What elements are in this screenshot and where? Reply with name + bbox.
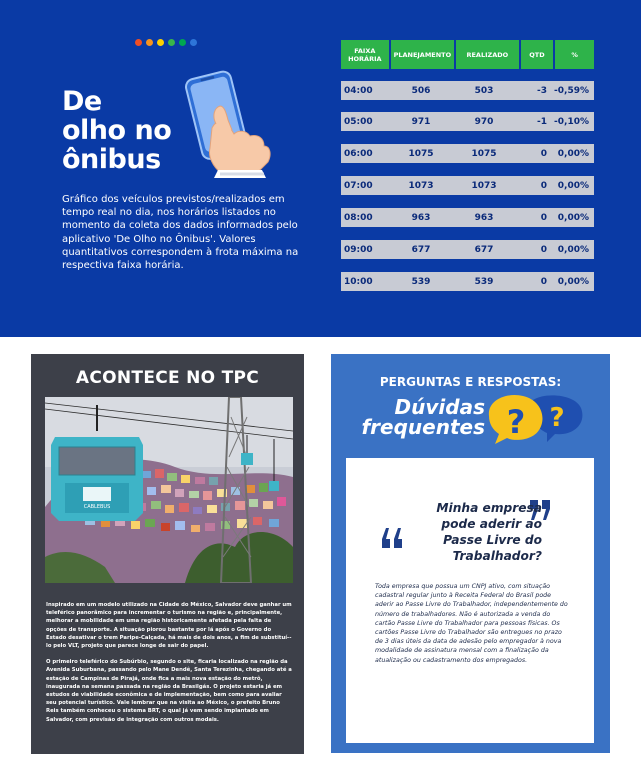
- cell-qtd: 0: [540, 212, 547, 223]
- cell-pct: -0,10%: [554, 116, 589, 127]
- cell-realizado: 503: [474, 85, 494, 96]
- question-line: Passe Livre do: [443, 533, 542, 547]
- bus-fleet-table: [341, 40, 594, 287]
- cell-hora: 10:00: [344, 276, 373, 287]
- cell-hora: 04:00: [344, 85, 373, 96]
- question-line: Minha empresa: [436, 501, 542, 515]
- cell-hora: 06:00: [344, 148, 373, 159]
- table-row: [341, 272, 594, 291]
- hero-title-line: olho no: [62, 115, 172, 146]
- hero-title-line: De: [62, 86, 102, 117]
- cable-car-photo: [45, 397, 293, 583]
- cell-planejamento: 963: [411, 212, 431, 223]
- gondola-sign: CABLEBUS: [83, 504, 111, 510]
- duvidas-line: Dúvidas: [394, 395, 485, 419]
- header-faixa-horaria: FAIXA HORÁRIA: [341, 40, 389, 69]
- dot-icon: [146, 39, 153, 46]
- cell-planejamento: 506: [411, 85, 431, 96]
- faq-answer-box: [346, 458, 594, 743]
- cell-planejamento: 677: [411, 244, 431, 255]
- header-planejamento: PLANEJAMENTO: [391, 40, 454, 69]
- quote-open-icon: [380, 528, 404, 548]
- cell-qtd: 0: [540, 276, 547, 287]
- dot-icon: [168, 39, 175, 46]
- tpc-article: [46, 601, 292, 732]
- dot-icon: [190, 39, 197, 46]
- cell-qtd: 0: [540, 244, 547, 255]
- card-title: ACONTECE NO TPC: [75, 368, 260, 388]
- cell-hora: 05:00: [344, 116, 373, 127]
- acontece-no-tpc-card: [31, 354, 304, 754]
- table-row: [341, 176, 594, 195]
- cell-pct: 0,00%: [557, 276, 589, 287]
- table-row: [341, 240, 594, 259]
- cell-pct: 0,00%: [557, 244, 589, 255]
- cell-planejamento: 971: [411, 116, 431, 127]
- faq-question: [414, 500, 542, 564]
- cell-pct: -0,59%: [554, 85, 589, 96]
- faq-card: [331, 354, 610, 753]
- dot-icon: [179, 39, 186, 46]
- svg-text:?: ?: [549, 403, 565, 433]
- cell-hora: 08:00: [344, 212, 373, 223]
- hero-title-line: ônibus: [62, 144, 161, 175]
- question-line: pode aderir ao: [441, 517, 542, 531]
- cell-realizado: 963: [474, 212, 494, 223]
- table-row: [341, 144, 594, 163]
- duvidas-line: frequentes: [361, 415, 485, 439]
- dot-icon: [157, 39, 164, 46]
- cell-realizado: 1075: [471, 148, 497, 159]
- cell-qtd: -1: [537, 116, 547, 127]
- cell-planejamento: 1075: [408, 148, 434, 159]
- hero-title: [62, 87, 171, 174]
- color-dots: [135, 39, 197, 46]
- table-row: [341, 81, 594, 100]
- cell-pct: 0,00%: [557, 148, 589, 159]
- hand-holding-phone-icon: [172, 66, 280, 178]
- cell-pct: 0,00%: [557, 212, 589, 223]
- cell-planejamento: 539: [411, 276, 431, 287]
- header-percent: %: [555, 40, 594, 69]
- article-paragraph: O primeiro teleférico do Subúrbio, segundo o site, ficaria localizado na região da Avenida Suburbana, passando pelo Mane Dendê, Santa Terezinha, chegando até a estação de Campinas de Pirajá, onde fica a mais nova estação do metrô, inaugurada na semana passada na região da Brasilgás. O projeto estaria já em estudos de viabilidade econômica e de implementação, bem como para avaliar seu potencial turístico. Vale lembrar que na visita ao México, o prefeito Bruno Reis também conheceu o sistema BRT, o qual já vem sendo implantado em Salvador, com previsão de integração com outros modais.: [46, 659, 292, 723]
- table-header: [341, 40, 594, 69]
- header-realizado: REALIZADO: [456, 40, 518, 69]
- cell-planejamento: 1073: [408, 180, 434, 191]
- question-line: Trabalhador?: [452, 549, 542, 563]
- cell-qtd: -3: [537, 85, 547, 96]
- table-row: [341, 208, 594, 227]
- cell-realizado: 970: [474, 116, 494, 127]
- svg-text:?: ?: [506, 403, 526, 441]
- cell-pct: 0,00%: [557, 180, 589, 191]
- cell-qtd: 0: [540, 148, 547, 159]
- cell-qtd: 0: [540, 180, 547, 191]
- duvidas-frequentes-heading: [359, 397, 485, 437]
- cell-hora: 09:00: [344, 244, 373, 255]
- faq-answer: Toda empresa que possua um CNPJ ativo, com situação cadastral regular junto à Receita Federal do Brasil pode aderir ao Passe Livre do Trabalhador, independentemente do número de trabalhadores. Não é autorizada a venda do cartão Passe Livre do Trabalhador para pessoas físicas. Os cartões Passe Livre do Trabalhador são entregues no prazo de 3 dias úteis da data de adesão pelo empregador à nova modalidade de assinatura mensal com a finalização da atualização ou cadastramento dos empregados.: [375, 583, 568, 664]
- hero-description: Gráfico dos veículos previstos/realizados em tempo real no dia, nos horários listados no momento da coleta dos dados informados pelo aplicativo 'De Olho no Ônibus'. Valores quantitativos correspondem à frota máxima na respectiva faixa horária.: [62, 194, 299, 272]
- header-qtd: QTD: [521, 40, 554, 69]
- table-row: [341, 112, 594, 131]
- cell-realizado: 539: [474, 276, 494, 287]
- question-bubbles-icon: [485, 394, 585, 446]
- cell-hora: 07:00: [344, 180, 373, 191]
- cell-realizado: 1073: [471, 180, 497, 191]
- article-paragraph: Inspirado em um modelo utilizado na Cidade do México, Salvador deve ganhar um teleférico panorâmico para incrementar o turismo na região e, principalmente, melhorar a mobilidade em uma região historicamente afetada pela falta de opções de transporte. A situação piorou bastante por lá após o Governo do Estado desativar o trem Paripe-Calçada, há mais de dois anos, a fim de substituí--lo pelo VLT, projeto que parece longe de sair do papel.: [46, 602, 292, 650]
- faq-title: PERGUNTAS E RESPOSTAS:: [379, 375, 562, 389]
- cell-realizado: 677: [474, 244, 494, 255]
- dot-icon: [135, 39, 142, 46]
- de-olho-no-onibus-section: [0, 0, 641, 337]
